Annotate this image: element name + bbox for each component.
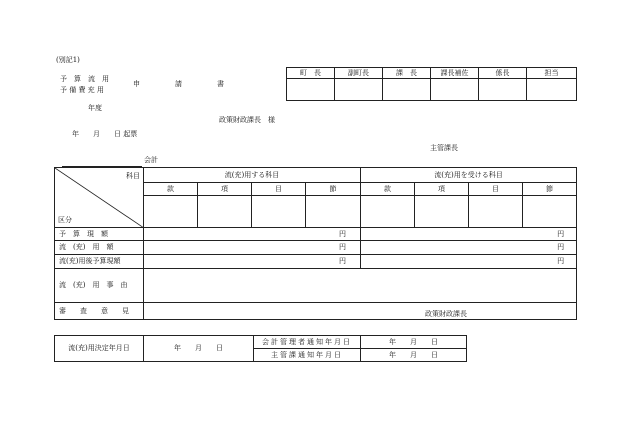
to-subject-header: 流(充)用を受ける科目 [361, 168, 577, 183]
stamp-box-assistant-chief[interactable] [431, 79, 479, 101]
from-kou-header: 項 [198, 183, 252, 196]
approval-table [286, 67, 577, 101]
department-notice-date[interactable]: 年 月 日 [361, 349, 467, 362]
from-after-transfer-amount[interactable]: 円 [144, 255, 361, 269]
from-transfer-amount[interactable]: 円 [144, 241, 361, 255]
accounting-notice-label: 会計管理者通知年月日 [254, 336, 361, 349]
addressee: 政策財政課長 様 [219, 116, 275, 124]
to-kou-input[interactable] [415, 196, 469, 228]
main-table [54, 167, 577, 320]
row-label-transfer-amount: 流 (充) 用 額 [55, 241, 144, 255]
row-label-after-transfer: 流(充)用後予算現額 [55, 255, 144, 269]
from-kan-input[interactable] [144, 196, 198, 228]
approval-header-deputy-mayor: 副町長 [335, 68, 383, 79]
accounting-notice-date[interactable]: 年 月 日 [361, 336, 467, 349]
date-line: 年 月 日 起票 [72, 130, 138, 138]
approval-header-mayor: 町 長 [287, 68, 335, 79]
review-opinion-input[interactable] [144, 303, 577, 320]
to-kan-header: 款 [361, 183, 415, 196]
title-char-1: 申 [133, 80, 140, 88]
approval-header-section-chief: 課 長 [383, 68, 431, 79]
transfer-reason-input[interactable] [144, 269, 577, 303]
approval-header-assistant-chief: 課長補佐 [431, 68, 479, 79]
from-moku-header: 目 [252, 183, 306, 196]
to-transfer-amount[interactable]: 円 [361, 241, 577, 255]
decision-date-value[interactable]: 年 月 日 [144, 336, 254, 362]
row-label-review-opinion: 審 査 意 見 [55, 303, 144, 320]
to-kou-header: 項 [415, 183, 469, 196]
to-setsu-input[interactable] [523, 196, 577, 228]
decision-date-label: 流(充)用決定年月日 [55, 336, 144, 362]
to-budget-amount[interactable]: 円 [361, 228, 577, 241]
to-kan-input[interactable] [361, 196, 415, 228]
row-label-transfer-reason: 流 (充) 用 事 由 [55, 269, 144, 303]
annex-label: (別記1) [56, 56, 80, 64]
stamp-box-deputy-mayor[interactable] [335, 79, 383, 101]
from-setsu-input[interactable] [306, 196, 361, 228]
row-label-budget-amount: 予 算 現 額 [55, 228, 144, 241]
corner-category-label: 区分 [58, 216, 72, 224]
from-kou-input[interactable] [198, 196, 252, 228]
fiscal-year: 年度 [88, 104, 102, 112]
approval-header-unit-chief: 係長 [479, 68, 527, 79]
approval-header-staff: 担当 [527, 68, 577, 79]
to-moku-header: 目 [469, 183, 523, 196]
opinion-signer: 政策財政課長 [425, 310, 467, 318]
department-head: 主管課長 [430, 144, 458, 152]
from-moku-input[interactable] [252, 196, 306, 228]
form-type-budget-transfer: 予 算 流 用 [60, 75, 109, 83]
from-budget-amount[interactable]: 円 [144, 228, 361, 241]
to-after-transfer-amount[interactable]: 円 [361, 255, 577, 269]
to-setsu-header: 節 [523, 183, 577, 196]
from-subject-header: 流(充)用する科目 [144, 168, 361, 183]
from-setsu-header: 節 [306, 183, 361, 196]
account-label: 会計 [144, 156, 158, 164]
stamp-box-section-chief[interactable] [383, 79, 431, 101]
stamp-box-mayor[interactable] [287, 79, 335, 101]
department-notice-label: 主管課通知年月日 [254, 349, 361, 362]
stamp-box-staff[interactable] [527, 79, 577, 101]
title-char-3: 書 [217, 80, 224, 88]
corner-subject-label: 科目 [126, 172, 140, 180]
from-kan-header: 款 [144, 183, 198, 196]
decision-table [54, 335, 467, 362]
stamp-box-unit-chief[interactable] [479, 79, 527, 101]
form-type-reserve-fund: 予 備 費 充 用 [60, 86, 104, 94]
title-char-2: 請 [175, 80, 182, 88]
to-moku-input[interactable] [469, 196, 523, 228]
subject-corner-cell [55, 168, 144, 228]
